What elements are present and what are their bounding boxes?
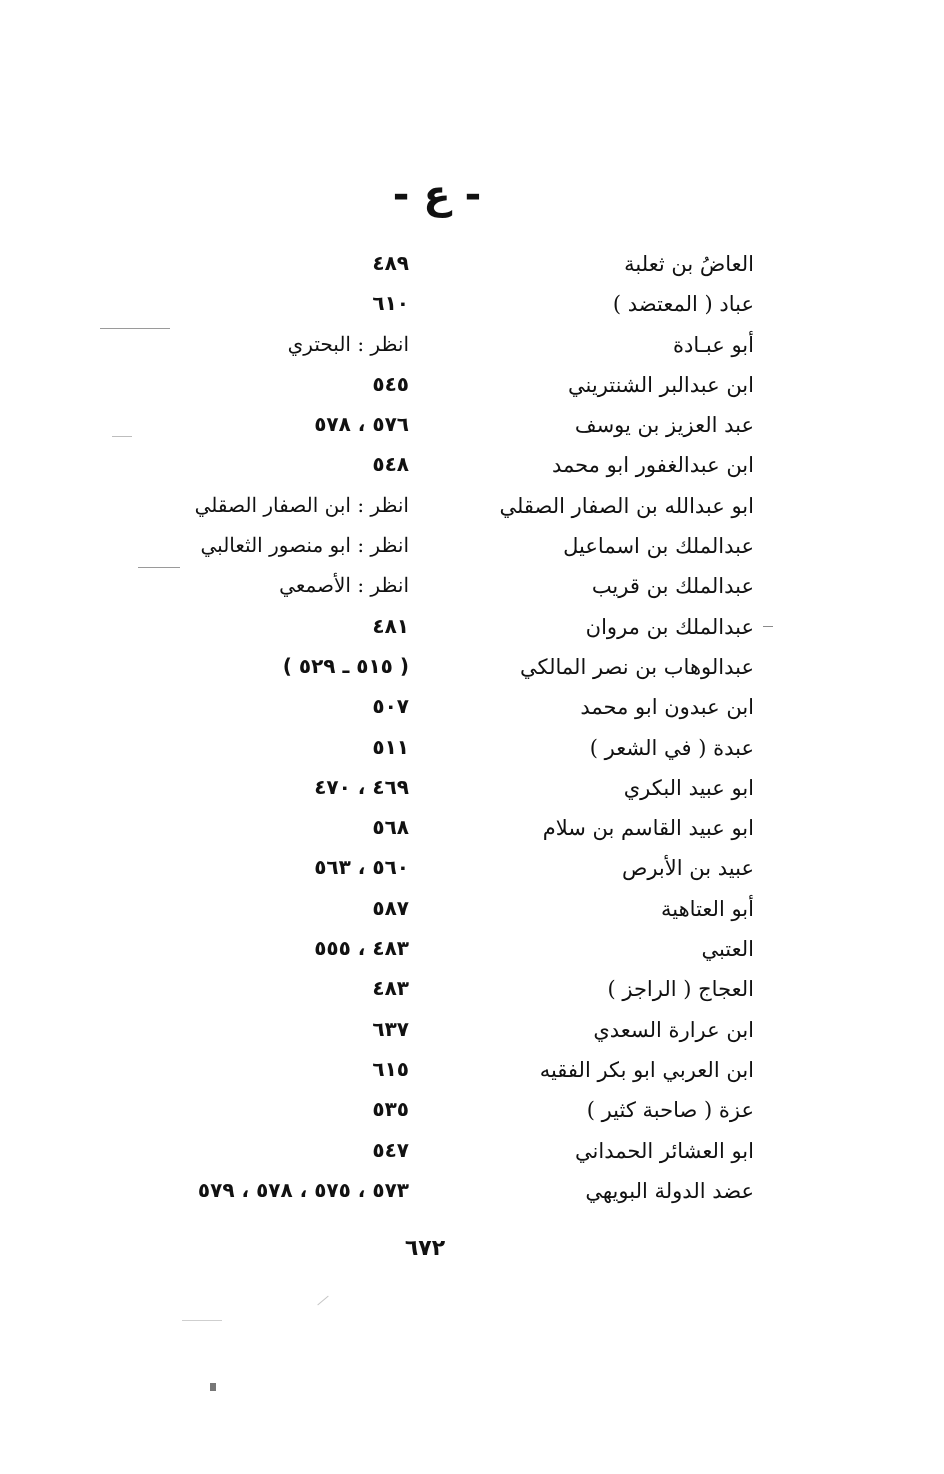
entry-name: عبدالملك بن قريب [591, 574, 754, 599]
scan-artifact-line [317, 1296, 328, 1306]
entry-name: ابن عبدالغفور ابو محمد [551, 453, 754, 478]
scan-artifact-speck [210, 1383, 216, 1391]
index-row [0, 445, 944, 485]
entry-name: ابو عبيد البكري [623, 775, 754, 800]
entry-page-ref: ٥٦٨ [372, 815, 409, 840]
index-row [0, 325, 944, 365]
scan-artifact-line [182, 1320, 222, 1321]
section-heading: - ع - [392, 172, 482, 218]
entry-name: ابو عبدالله بن الصفار الصقلي [499, 493, 754, 518]
entry-name: أبو العتاهية [661, 896, 754, 921]
entry-page-ref: ٥٧٣ ، ٥٧٥ ، ٥٧٨ ، ٥٧٩ [197, 1177, 409, 1202]
entry-page-ref: ٥٤٨ [372, 452, 409, 477]
index-row [0, 526, 944, 566]
entry-name: ابو العشائر الحمداني [575, 1138, 754, 1163]
entry-name: عبدالوهاب بن نصر المالكي [520, 654, 754, 679]
entry-page-ref: ٤٦٩ ، ٤٧٠ [314, 774, 409, 799]
index-row [0, 244, 944, 284]
entry-name: عبيد بن الأبرص [621, 856, 754, 881]
entry-page-ref: ٥٤٥ [372, 371, 409, 396]
index-row [0, 1010, 944, 1050]
entry-page-ref: ٥١١ [372, 734, 409, 759]
entry-page-ref: ( ٥١٥ ـ ٥٢٩ ) [282, 653, 409, 678]
entry-name: عبد العزيز بن يوسف [574, 413, 754, 438]
entry-page-ref: ٥٨٧ [372, 895, 409, 920]
index-row [0, 808, 944, 848]
entry-name: عبدة ( في الشعر ) [589, 735, 754, 760]
entry-name: ابن عبدون ابو محمد [580, 695, 754, 720]
entry-page-ref: ٥٠٧ [372, 694, 409, 719]
entry-page-ref: ٤٨٣ [372, 976, 409, 1001]
index-row [0, 768, 944, 808]
page-number: ٦٧٢ [404, 1236, 446, 1261]
entry-page-ref: ٤٨٣ ، ٥٥٥ [314, 936, 409, 961]
entry-name: عبدالملك بن مروان [585, 614, 754, 639]
entry-page-ref: ٥٦٠ ، ٥٦٣ [314, 855, 409, 880]
entry-name: العتبي [701, 937, 754, 962]
entry-see-ref: انظر : ابو منصور الثعالبي [200, 533, 409, 558]
index-row [0, 284, 944, 324]
entry-name: العاضُ بن ثعلبة [624, 252, 754, 276]
entry-name: عضد الدولة البويهي [585, 1178, 754, 1203]
index-list [0, 244, 944, 1211]
index-row [0, 1131, 944, 1171]
entry-name: عباد ( المعتضد ) [612, 292, 754, 317]
entry-page-ref: ٦١٥ [372, 1056, 409, 1081]
scan-artifact-line [138, 567, 180, 568]
index-row [0, 1090, 944, 1130]
index-row [0, 969, 944, 1009]
entry-page-ref: ٥٤٧ [372, 1137, 409, 1162]
entry-page-ref: ٥٣٥ [372, 1097, 409, 1122]
scan-artifact-dash [763, 626, 773, 627]
index-row [0, 607, 944, 647]
entry-page-ref: ٥٧٦ ، ٥٧٨ [314, 412, 409, 437]
entry-name: ابن عرارة السعدي [593, 1017, 754, 1042]
entry-name: ابن العربي ابو بكر الفقيه [539, 1057, 754, 1082]
index-row [0, 486, 944, 526]
index-row [0, 405, 944, 445]
entry-see-ref: انظر : ابن الصفار الصقلي [194, 492, 409, 517]
index-row [0, 848, 944, 888]
entry-see-ref: انظر : الأصمعي [279, 573, 409, 598]
index-row [0, 566, 944, 606]
index-row [0, 1171, 944, 1211]
entry-name: ابو عبيد القاسم بن سلام [542, 816, 754, 841]
entry-name: العجاج ( الراجز ) [607, 977, 754, 1002]
entry-name: أبو عبـادة [673, 332, 754, 357]
entry-name: عزة ( صاحبة كثير ) [586, 1098, 754, 1123]
entry-see-ref: انظر : البحتري [287, 331, 409, 356]
index-row [0, 929, 944, 969]
index-row [0, 1050, 944, 1090]
index-row [0, 365, 944, 405]
entry-page-ref: ٦١٠ [372, 291, 409, 316]
entry-name: عبدالملك بن اسماعيل [563, 534, 754, 559]
entry-page-ref: ٤٨١ [372, 613, 409, 638]
index-row [0, 687, 944, 727]
entry-page-ref: ٤٨٩ [372, 251, 409, 275]
scan-artifact-line [112, 436, 132, 437]
index-row [0, 647, 944, 687]
entry-page-ref: ٦٣٧ [372, 1016, 409, 1041]
index-row [0, 728, 944, 768]
entry-name: ابن عبدالبر الشنتريني [568, 372, 754, 397]
scan-artifact-line [100, 328, 170, 329]
index-row [0, 889, 944, 929]
